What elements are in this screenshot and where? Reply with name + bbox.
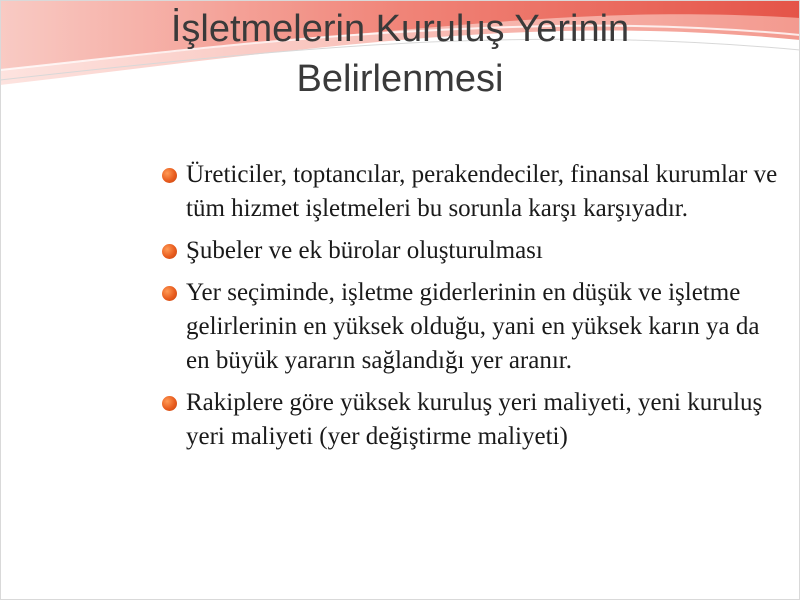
slide-title-line-1: İşletmelerin Kuruluş Yerinin bbox=[170, 8, 630, 50]
bullet-text: Yer seçiminde, işletme giderlerinin en düşük ve işletme gelirlerinin en yüksek olduğu, yani en yüksek karın ya da en büyük yararın sağlandığı yer aranır. bbox=[186, 279, 760, 374]
bullet-text: Rakiplere göre yüksek kuruluş yeri maliyeti, yeni kuruluş yeri maliyeti (yer değiştirme maliyeti) bbox=[186, 389, 763, 450]
slide-title bbox=[0, 4, 800, 104]
list-item bbox=[160, 276, 780, 378]
slide-title-line-2: Belirlenmesi bbox=[296, 58, 504, 100]
list-item bbox=[160, 234, 780, 268]
orange-circle-bullet-icon bbox=[162, 244, 177, 259]
list-item bbox=[160, 386, 780, 454]
orange-circle-bullet-icon bbox=[162, 168, 177, 183]
bullet-list bbox=[160, 158, 780, 462]
orange-circle-bullet-icon bbox=[162, 286, 177, 301]
bullet-text: Şubeler ve ek bürolar oluşturulması bbox=[186, 237, 543, 264]
bullet-text: Üreticiler, toptancılar, perakendeciler, finansal kurumlar ve tüm hizmet işletmeleri bu sorunla karşı karşıyadır. bbox=[186, 161, 778, 222]
list-item bbox=[160, 158, 780, 226]
orange-circle-bullet-icon bbox=[162, 396, 177, 411]
